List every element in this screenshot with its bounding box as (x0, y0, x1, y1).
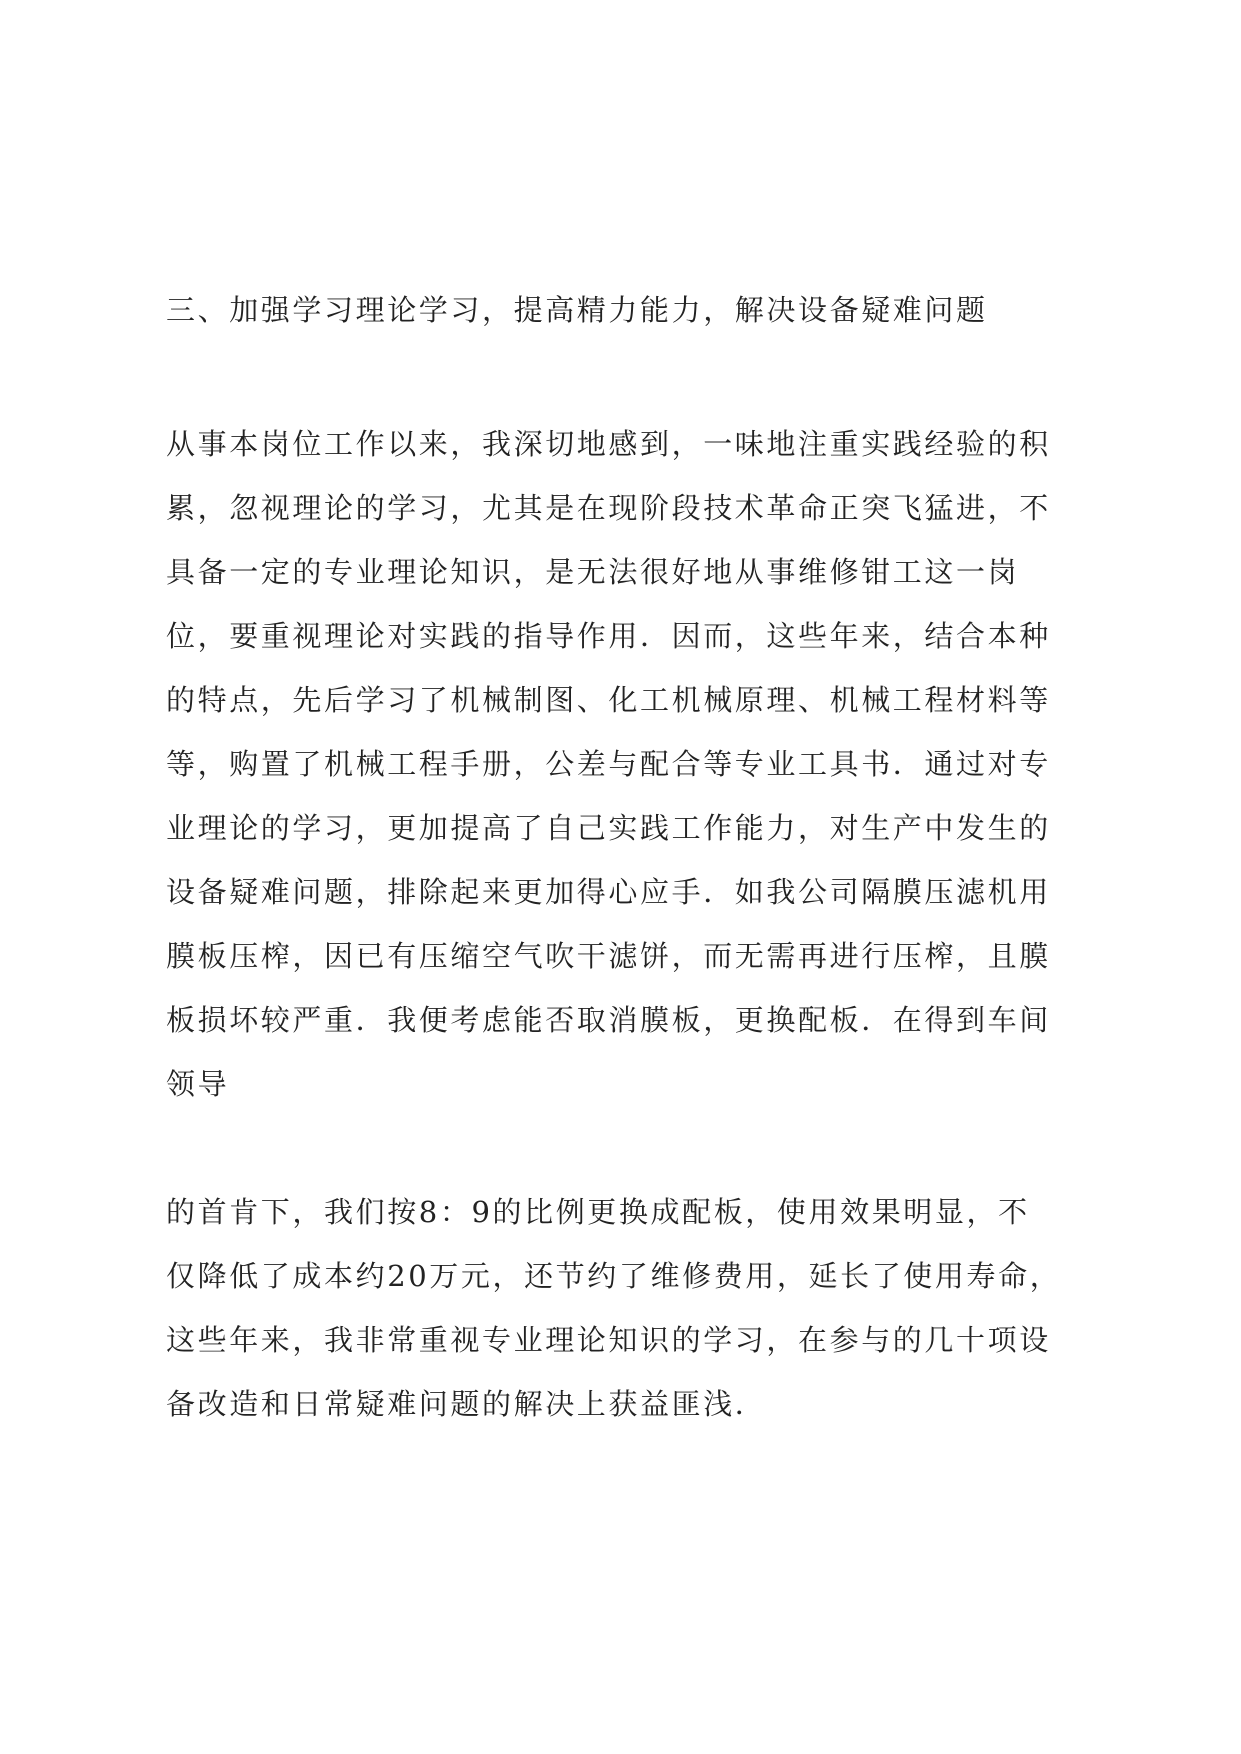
paragraph-line: 从事本岗位工作以来，我深切地感到，一味地注重实践经验的积 (166, 427, 1051, 461)
paragraph-line: 业理论的学习，更加提高了自己实践工作能力，对生产中发生的 (166, 811, 1051, 845)
paragraph-line: 累，忽视理论的学习，尤其是在现阶段技术革命正突飞猛进，不 (166, 491, 1051, 525)
paragraph-line: 的首肯下，我们按8：9的比例更换成配板，使用效果明显，不 (166, 1195, 1030, 1229)
section-heading: 三、加强学习理论学习，提高精力能力，解决设备疑难问题 (166, 293, 988, 327)
paragraph-line: 这些年来，我非常重视专业理论知识的学习，在参与的几十项设 (166, 1323, 1051, 1357)
paragraph-line: 备改造和日常疑难问题的解决上获益匪浅． (166, 1387, 767, 1421)
paragraph-2 (166, 1180, 1106, 1436)
paragraph-line: 板损坏较严重．我便考虑能否取消膜板，更换配板．在得到车间 (166, 1003, 1051, 1037)
paragraph-line: 膜板压榨，因已有压缩空气吹干滤饼，而无需再进行压榨，且膜 (166, 939, 1051, 973)
paragraph-line: 设备疑难问题，排除起来更加得心应手．如我公司隔膜压滤机用 (166, 875, 1051, 909)
paragraph-line: 领导 (166, 1067, 230, 1101)
paragraph-line: 的特点，先后学习了机械制图、化工机械原理、机械工程材料等 (166, 683, 1051, 717)
paragraph-line: 仅降低了成本约20万元，还节约了维修费用，延长了使用寿命， (166, 1259, 1062, 1293)
paragraph-line: 具备一定的专业理论知识，是无法很好地从事维修钳工这一岗 (166, 555, 1020, 589)
paragraph-1 (166, 412, 1106, 1116)
paragraph-line: 位，要重视理论对实践的指导作用．因而，这些年来，结合本种 (166, 619, 1051, 653)
paragraph-line: 等，购置了机械工程手册，公差与配合等专业工具书．通过对专 (166, 747, 1051, 781)
